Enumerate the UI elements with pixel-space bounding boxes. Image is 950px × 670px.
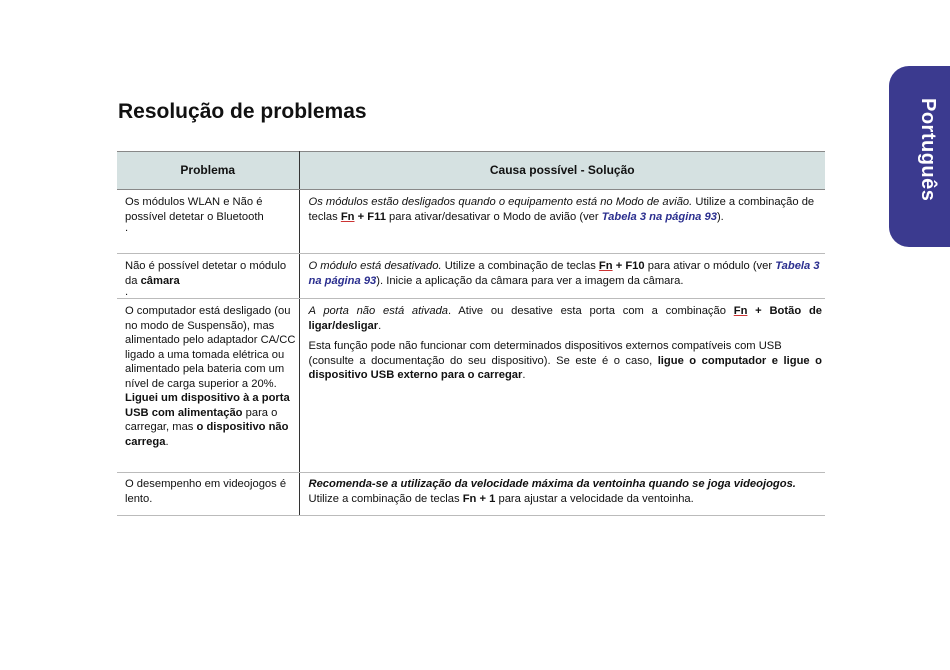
key-plus: + — [612, 260, 626, 272]
solution-cell — [299, 190, 825, 254]
table-reference-link[interactable]: Tabela 3 na página 93 — [308, 260, 820, 287]
solution-bold-text: ligue o computador e ligue o dispositivo USB externo para o carregar — [308, 354, 822, 381]
problem-dot: . — [125, 286, 129, 298]
key-fn: Fn — [733, 305, 748, 317]
cause-text: Recomenda-se a utilização da velocidade máxima da ventoinha quando se joga videojogos. — [308, 478, 796, 490]
cause-text: O módulo está desativado. — [308, 260, 442, 272]
problem-text: Os módulos WLAN e Não é possível detetar o Bluetooth — [125, 196, 264, 223]
key-f11: F11 — [367, 210, 386, 223]
problem-text: Não é possível detetar o módulo da — [125, 260, 287, 287]
table-row — [117, 190, 825, 254]
solution-cell — [299, 299, 825, 473]
solution-text: Esta função pode não funcionar com determinados dispositivos externos compatíveis com USB — [308, 340, 782, 352]
problem-text: O desempenho em videojogos é lento. — [125, 478, 287, 505]
solution-text: ). Inicie a aplicação da câmara para ver a imagem da câmara. — [376, 274, 684, 287]
problem-text: para o carregar, mas — [125, 406, 278, 433]
header-cause-solution: Causa possível - Solução — [299, 152, 825, 190]
key-fn: Fn — [598, 260, 613, 272]
problem-dot: . — [125, 222, 129, 234]
solution-text: Utilize a combinação de teclas — [308, 492, 463, 505]
solution-text: . — [522, 369, 526, 381]
solution-text: para ativar o módulo (ver — [644, 260, 776, 272]
solution-cell — [299, 254, 825, 299]
page-title: Resolução de problemas — [118, 100, 367, 123]
header-problem: Problema — [117, 152, 299, 190]
cause-text: Os módulos estão desligados quando o equipamento está no Modo de avião. — [308, 196, 693, 208]
table-reference-link[interactable]: Tabela 3 na página 93 — [601, 210, 717, 223]
table-header-row — [117, 152, 825, 190]
troubleshooting-table — [117, 151, 825, 516]
key-plus: + — [354, 210, 368, 223]
problem-text: O computador está desligado (ou no modo de Suspensão), mas alimentado pelo adaptador CA/CC ligado a uma tomada elétrica ou alimentado pela bateria com um nível de carga superior a 20%. — [125, 305, 296, 390]
problem-bold-text: câmara — [140, 274, 180, 287]
table-row — [117, 473, 825, 516]
problem-cell — [117, 473, 299, 516]
solution-text: ). — [716, 210, 724, 223]
solution-text: (consulte a documentação do seu dispositivo). Se este é o caso, — [308, 354, 658, 367]
problem-bold-text: Liguei um dispositivo à a porta USB com alimentação — [125, 392, 290, 419]
key-power: + Botão de ligar/desligar — [308, 305, 822, 332]
solution-text: para ajustar a velocidade da ventoinha. — [495, 492, 694, 505]
problem-text: . — [165, 435, 169, 448]
solution-cell — [299, 473, 825, 516]
problem-cell — [117, 190, 299, 254]
problem-bold-text: o dispositivo não carrega — [125, 421, 289, 448]
cause-text: A porta não está ativada — [308, 305, 449, 317]
key-fn: Fn — [340, 210, 355, 223]
solution-text: . — [378, 319, 382, 332]
solution-text: Utilize a combinação de — [692, 196, 815, 208]
solution-text: teclas — [308, 210, 341, 223]
problem-cell — [117, 254, 299, 299]
solution-text: . Ative ou desative esta porta com a combinação — [448, 305, 734, 317]
solution-text: para ativar/desativar o Modo de avião (ver — [385, 210, 602, 223]
key-f10: F10 — [625, 260, 645, 272]
table-row — [117, 254, 825, 299]
language-tab-label: Português — [917, 98, 939, 202]
problem-cell — [117, 299, 299, 473]
table-row — [117, 299, 825, 473]
solution-text: Utilize a combinação de teclas — [441, 260, 599, 272]
key-fn-1: Fn + 1 — [462, 492, 496, 505]
